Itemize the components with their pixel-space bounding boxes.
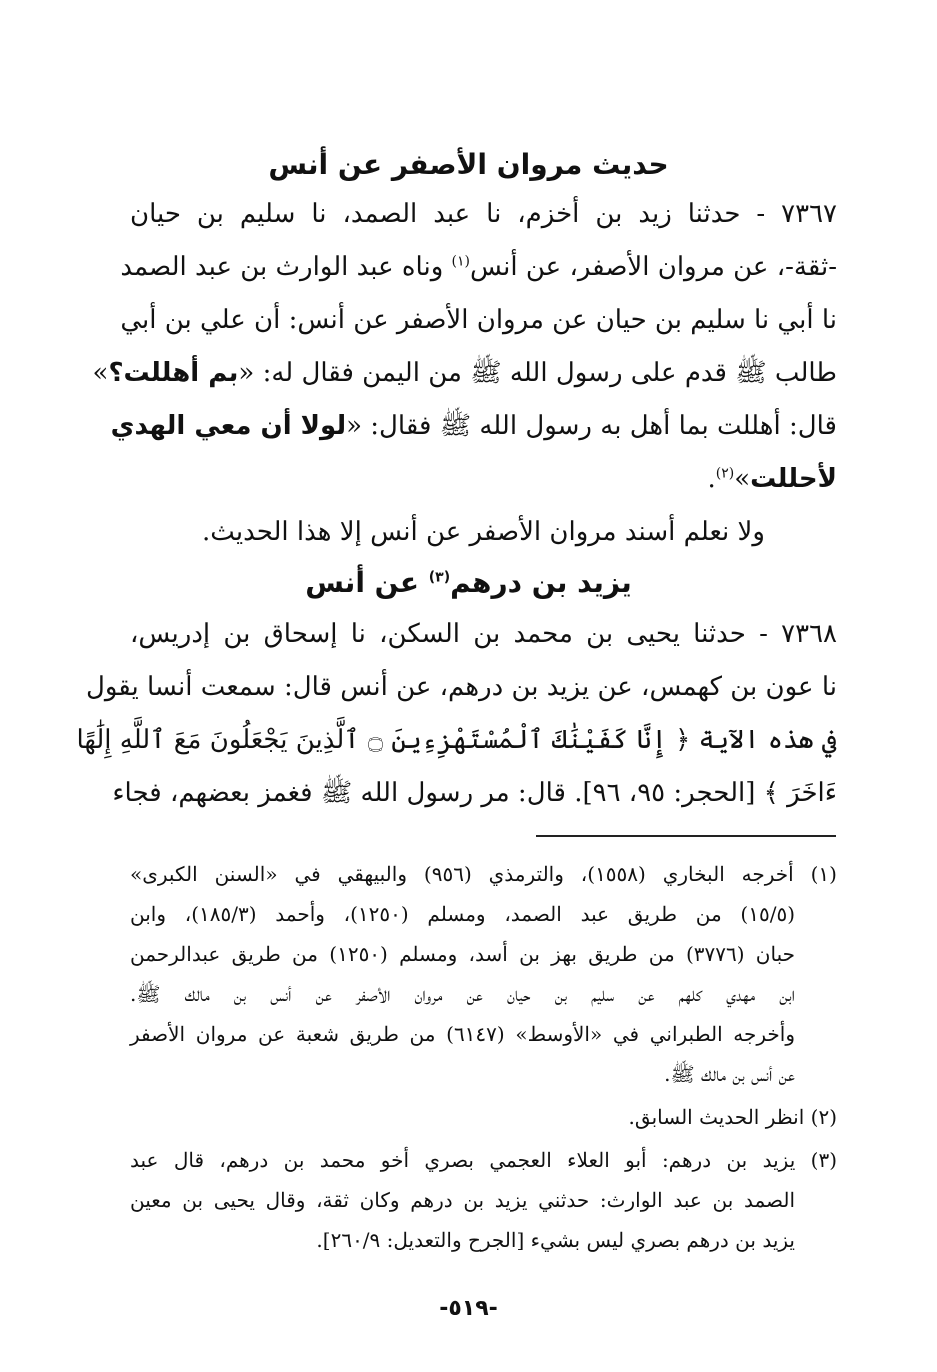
- footnote-1-line-5: وأخرجه الطبراني في «الأوسط» (٦١٤٧) من طريق شعبة عن مروان الأصفر: [130, 1022, 796, 1046]
- section-heading-marwan: حديث مروان الأصفر عن أنس: [268, 148, 669, 181]
- hadith-7367-line-1: ٧٣٦٧ - حدثنا زيد بن أخزم، نا عبد الصمد، نا سليم بن حيان: [130, 199, 837, 229]
- hadith-7367-line-2: [120, 246, 837, 288]
- footnote-3-line-3: يزيد بن درهم بصري ليس بشيء [الجرح والتعديل: ٢٦٠/٩].: [316, 1228, 795, 1252]
- page-number: -٥١٩-: [439, 1296, 498, 1321]
- footnote-1-line-1: (١) أخرجه البخاري (١٥٥٨)، والترمذي (٩٥٦) والبيهقي في «السنن الكبرى»: [130, 862, 837, 886]
- footnote-separator: [536, 835, 836, 837]
- hadith-7367-remark: ولا نعلم أسند مروان الأصفر عن أنس إلا هذا الحديث.: [202, 517, 765, 547]
- hadith-7368-line-3: في هذه الآية ﴿ إِنَّا كَفَيْنَٰكَ ٱلْمُسْتَهْزِءِينَ ۝ ٱلَّذِينَ يَجْعَلُونَ مَعَ ٱللَّهِ إِلَٰهًا: [76, 725, 837, 755]
- hadith-7367-line-4-a: طالب ﷺ قدم على رسول الله ﷺ من اليمن فقال له: «: [238, 358, 837, 388]
- hadith-7367-line-4: [92, 352, 837, 394]
- section-heading-yazid-b: عن أنس: [305, 566, 429, 599]
- section-heading-yazid: [0, 563, 937, 603]
- hadith-7368-line-1: ٧٣٦٨ - حدثنا يحيى بن محمد بن السكن، نا إسحاق بن إدريس،: [130, 619, 837, 649]
- footnote-ref-2: (٢): [715, 465, 735, 482]
- hadith-7367-line-6: [130, 458, 837, 500]
- period: .: [707, 464, 716, 494]
- footnote-1-line-2: (١٥/٥) من طريق عبد الصمد، ومسلم (١٢٥٠)، وأحمد (١٨٥/٣)، وابن: [130, 902, 795, 926]
- prophet-answer-part-1: لولا أن معي الهدي: [110, 411, 347, 441]
- section-heading-yazid-a: يزيد بن درهم: [450, 566, 632, 599]
- footnote-1-line-6: عن أنس بن مالك ﷺ.: [664, 1062, 795, 1086]
- hadith-7367-line-2-a: -ثقة-، عن مروان الأصفر، عن أنس: [470, 252, 837, 282]
- footnote-1-line-4: ابن مهدي كلهم عن سليم بن حيان عن مروان الأصفر عن أنس بن مالك ﷺ.: [130, 982, 795, 1006]
- hadith-7367-line-2-b: وناه عبد الوارث بن عبد الصمد: [120, 252, 452, 282]
- footnote-ref-3: (٣): [428, 569, 451, 586]
- prophet-answer-part-2: لأحللت: [750, 464, 837, 494]
- hadith-7368-line-4: ءَاخَرَ ﴾ [الحجر: ٩٥، ٩٦]. قال: مر رسول الله ﷺ فغمز بعضهم، فجاء: [112, 778, 837, 808]
- hadith-7367-line-3: نا أبي نا سليم بن حيان عن مروان الأصفر عن أنس: أن علي بن أبي: [120, 305, 837, 335]
- prophet-question: بم أهللت؟: [108, 358, 239, 388]
- footnote-1-line-3: حبان (٣٧٧٦) من طريق بهز بن أسد، ومسلم (١٢٥٠) من طريق عبدالرحمن: [130, 942, 795, 966]
- footnote-ref-1: (١): [451, 253, 470, 270]
- quote-close: »: [92, 358, 109, 388]
- footnote-2: (٢) انظر الحديث السابق.: [628, 1105, 837, 1129]
- footnote-3-line-1: (٣) يزيد بن درهم: أبو العلاء العجمي بصري أخو محمد بن درهم، قال عبد: [130, 1148, 837, 1172]
- hadith-7368-line-2: نا عون بن كهمس، عن يزيد بن درهم، عن أنس قال: سمعت أنسا يقول: [85, 672, 837, 702]
- hadith-7367-line-5: [110, 405, 837, 447]
- quote-close-2: »: [734, 464, 751, 494]
- footnote-3-line-2: الصمد بن عبد الوارث: حدثني يزيد بن درهم وكان ثقة، وقال يحيى بن معين: [130, 1188, 795, 1212]
- hadith-7367-line-5-a: قال: أهللت بما أهل به رسول الله ﷺ فقال: «: [346, 411, 837, 441]
